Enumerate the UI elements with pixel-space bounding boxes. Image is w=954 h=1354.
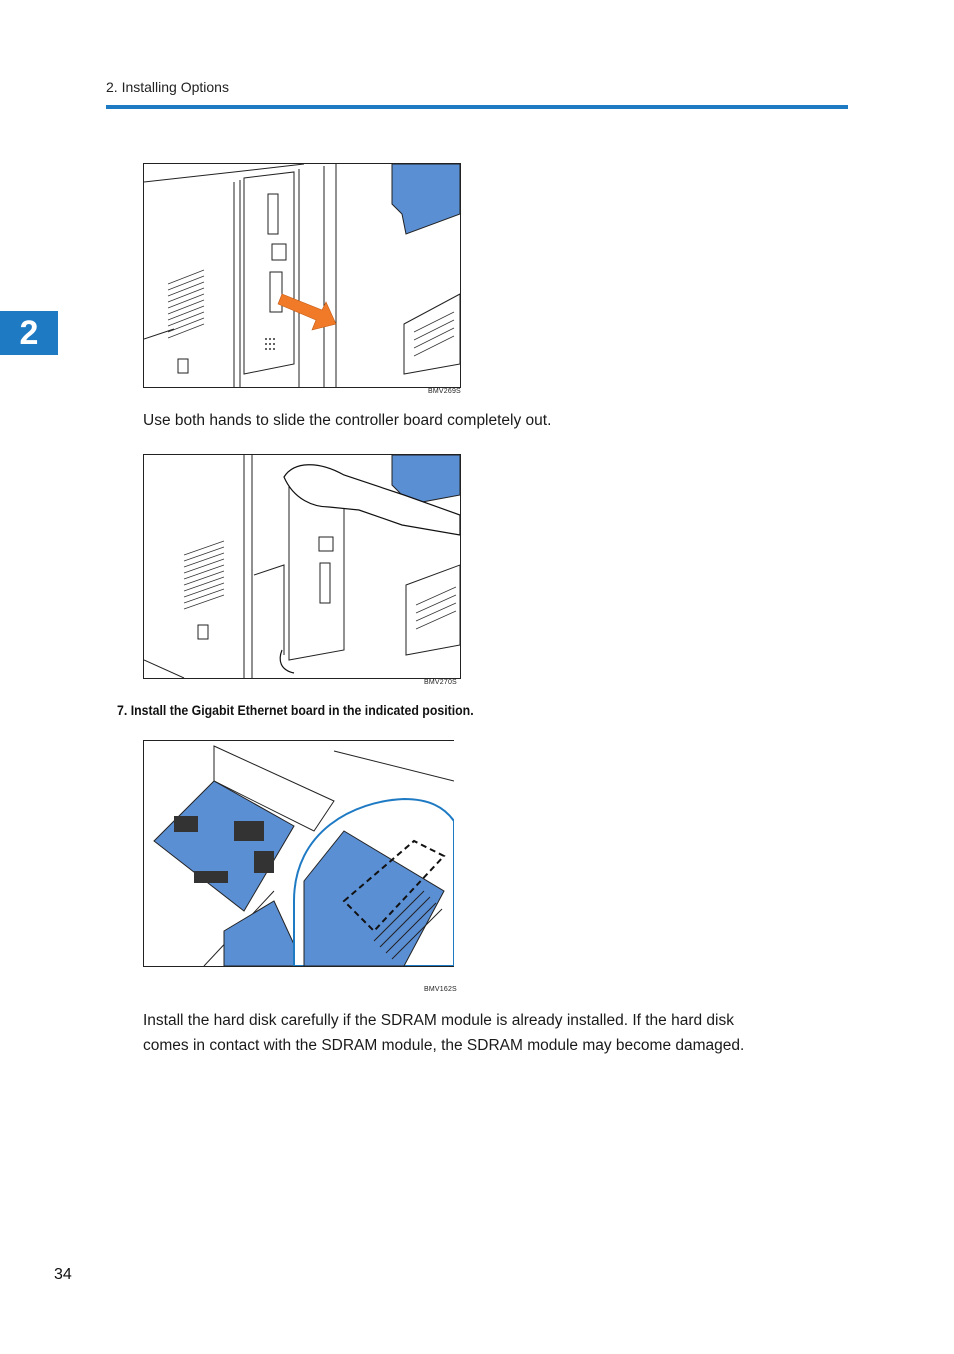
figure-id-label: BMV270S [424,679,457,686]
hands-removing-board-illustration [144,455,460,678]
figure-gigabit-board [143,740,454,967]
page-number: 34 [54,1266,72,1283]
figure-controller-pull [143,163,461,388]
step-7-heading: 7. Install the Gigabit Ethernet board in the indicated position. [117,702,474,718]
chapter-tab: 2 [0,311,58,355]
header-rule [106,105,848,109]
figure-controller-hands [143,454,461,679]
figure-id-label: BMV269S [428,388,461,395]
section-header: 2. Installing Options [106,79,229,95]
pull-arrow-icon [278,294,336,330]
figure-id-label: BMV162S [424,986,457,993]
slide-out-instruction: Use both hands to slide the controller board completely out. [143,412,552,429]
printer-rear-illustration [144,164,460,387]
hard-disk-note-line1: Install the hard disk carefully if the SDRAM module is already installed. If the hard disk [143,1012,734,1029]
controller-board-illustration [144,741,454,966]
hard-disk-note-line2: comes in contact with the SDRAM module, the SDRAM module may become damaged. [143,1037,745,1054]
